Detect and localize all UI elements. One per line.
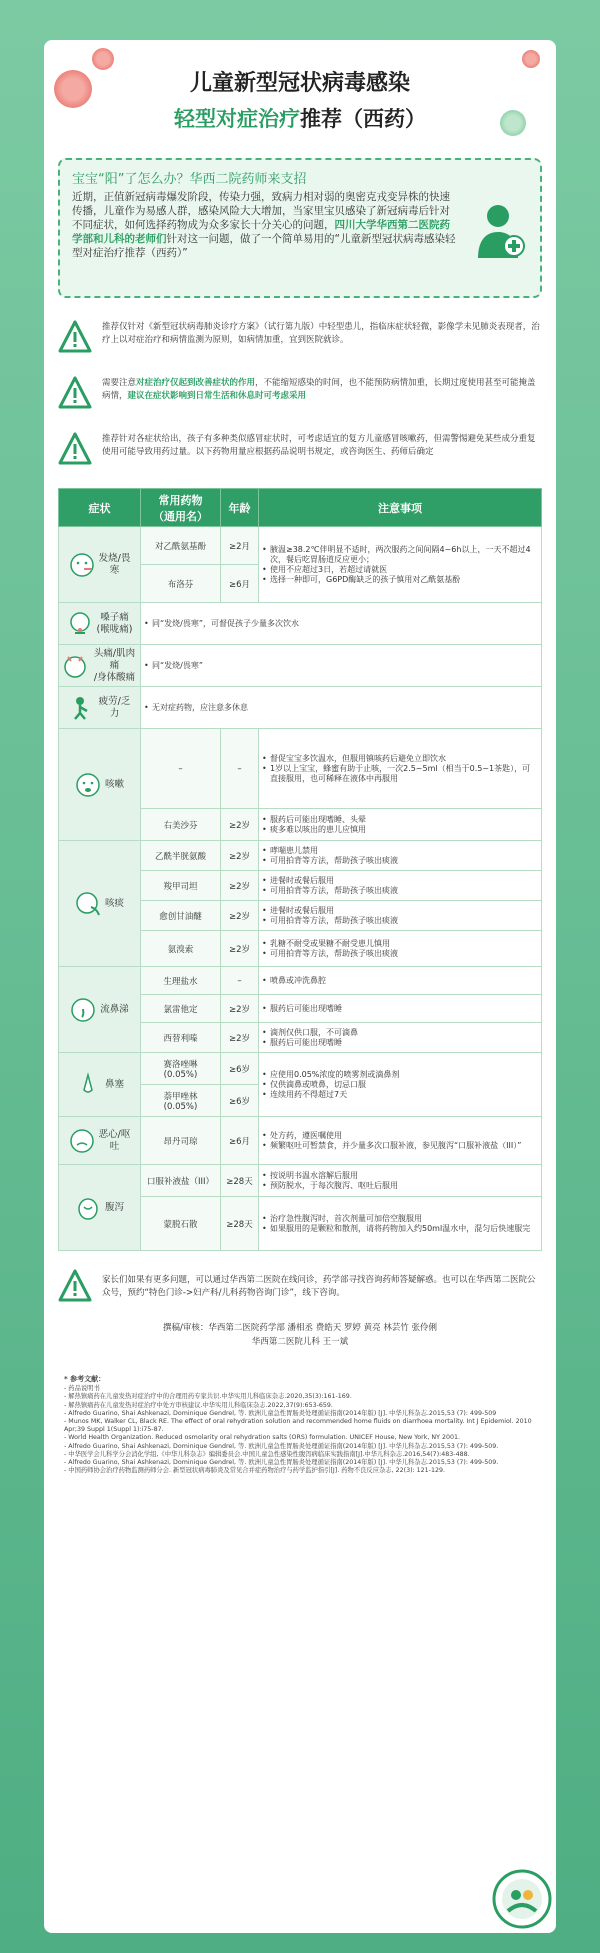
note-item xyxy=(58,320,542,354)
drug-cell: 氨溴索 xyxy=(141,931,221,967)
table-row xyxy=(59,841,542,871)
cough-icon xyxy=(75,772,101,798)
drug-cell: 氯雷他定 xyxy=(141,995,221,1023)
age-cell: ≥28天 xyxy=(221,1165,259,1197)
age-cell: ≥2岁 xyxy=(221,841,259,871)
notes-cell: • 服药后可能出现嗜睡、头晕 • 痰多难以咳出的患儿应慎用 xyxy=(259,809,542,841)
diarrhea-icon xyxy=(75,1195,101,1221)
drug-cell: 愈创甘油醚 xyxy=(141,901,221,931)
age-cell: ≥2岁 xyxy=(221,809,259,841)
notes-cell: • 哮喘患儿禁用 • 可用拍背等方法，帮助孩子咳出痰液 xyxy=(259,841,542,871)
symptom-cell: 咳嗽 xyxy=(59,729,141,841)
throat-icon xyxy=(67,611,93,637)
drug-cell: 西替利嗪 xyxy=(141,1023,221,1053)
table-row xyxy=(59,1165,542,1197)
notes-cell: • 服药后可能出现嗜睡 xyxy=(259,995,542,1023)
warning-icon xyxy=(58,376,92,410)
drug-cell: 对乙酰氨基酚 xyxy=(141,527,221,565)
notes-cell: • 腋温≥38.2℃伴明显不适时，两次服药之间间隔4~6h以上，一天不超过4次，餐后吃胃肠道反应更小； • 使用不应超过3日，若超过请就医 • 选择一种即可，G6PD酶缺乏的孩子慎用对乙酰氨基酚 xyxy=(259,527,542,603)
reference-item: - Alfredo Guarino, Shai Ashkenazi, Dominique Gendrel, 等. 欧洲儿童急性胃肠炎处理循证指南(2014年版) [J]. 中华儿科杂志.2015,53 (7): 499-509. xyxy=(64,1459,499,1467)
age-cell: ≥2岁 xyxy=(221,871,259,901)
reference-item: - 解热镇痛药在儿童发热对症治疗中处方审核建议.中华实用儿科临床杂志.2022,37(9):653-659. xyxy=(64,1401,333,1409)
intro-title: 宝宝“阳”了怎么办？华西二院药师来支招 xyxy=(72,172,307,187)
reference-item: - World Health Organization. Reduced osmolarity oral rehydration salts (ORS) formulation. UNICEF House, New York, NY 2001. xyxy=(64,1434,460,1442)
nausea-icon xyxy=(69,1128,95,1154)
drug-cell: 昂丹司琼 xyxy=(141,1117,221,1165)
note-text: 推荐仅针对《新型冠状病毒肺炎诊疗方案》（试行第九版）中轻型患儿，指临床症状轻微，影像学未见肺炎表现者，治疗上以对症治疗和病情监测为原则，如病情加重，宜到医院就诊。 xyxy=(102,322,540,345)
symptom-cell: 腹泻 xyxy=(59,1165,141,1251)
virus-icon xyxy=(500,110,526,136)
page-title: 儿童新型冠状病毒感染 xyxy=(189,71,410,96)
drug-cell: 布洛芬 xyxy=(141,565,221,603)
notes-cell: • 乳糖不耐受或果糖不耐受患儿慎用 • 可用拍背等方法，帮助孩子咳出痰液 xyxy=(259,931,542,967)
drug-cell: 乙酰半胱氨酸 xyxy=(141,841,221,871)
hospital-badge-icon xyxy=(492,1869,552,1929)
col-drug: 常用药物 （通用名） xyxy=(141,489,221,527)
poster xyxy=(44,40,556,1933)
age-cell: ≥2月 xyxy=(221,527,259,565)
note-text: 推荐针对各症状给出，孩子有多种类似感冒症状时，可考虑适宜的复方儿童感冒咳嗽药，但需警惕避免某些成分重复使用可能导致用药过量。以下药物用量应根据药品说明书规定，或咨询医生、药师后确定 xyxy=(102,434,536,457)
drug-cell: 萘甲唑林 (0.05%) xyxy=(141,1085,221,1117)
runny-nose-icon xyxy=(70,997,96,1023)
age-cell: ≥6岁 xyxy=(221,1053,259,1085)
notes-cell: • 督促宝宝多饮温水，但服用镇咳药后避免立即饮水 • 1岁以上宝宝，蜂蜜有助于止咳，一次2.5~5ml（相当于0.5~1茶匙），可直接服用，也可稀释在液体中再服用 xyxy=(259,729,542,809)
drug-cell: 口服补液盐（III） xyxy=(141,1165,221,1197)
headache-icon xyxy=(62,653,88,679)
symptom-cell: 发烧/畏 寒 xyxy=(59,527,141,603)
age-cell: ≥2岁 xyxy=(221,1023,259,1053)
age-cell: ≥2岁 xyxy=(221,995,259,1023)
note-item xyxy=(58,432,542,466)
notes-cell: • 滴剂仅供口服，不可滴鼻 • 服药后可能出现嗜睡 xyxy=(259,1023,542,1053)
notes-cell: • 按说明书温水溶解后服用 • 预防脱水，于每次腹泻、呕吐后服用 xyxy=(259,1165,542,1197)
warning-icon xyxy=(58,320,92,354)
reference-item: - 解热镇痛药在儿童发热对症治疗中的合理用药专家共识.中华实用儿科临床杂志.2020,35(3):161-169. xyxy=(64,1393,352,1401)
note-text: 需要注意对症治疗仅起到改善症状的作用，不能缩短感染的时间，也不能预防病情加重，长期过度使用甚至可能掩盖病情，建议在症状影响到日常生活和休息时可考虑采用 xyxy=(102,378,536,401)
notes xyxy=(58,320,542,466)
notes-cell: • 喷鼻或冲洗鼻腔 xyxy=(259,967,542,995)
table-row xyxy=(59,1053,542,1085)
symptom-cell: 嗓子痛 (喉咙痛) xyxy=(59,603,141,645)
age-cell: – xyxy=(221,967,259,995)
authors: 撰稿/审核：华西第二医院药学部 潘相丞 费皓天 罗婷 黄亮 林芸竹 张伶俐 华西第二医院儿科 王一斌 xyxy=(162,1323,438,1347)
notes-cell: • 同“发烧/畏寒” xyxy=(141,645,542,687)
table-row xyxy=(59,645,542,687)
drug-cell: – xyxy=(141,729,221,809)
col-notes: 注意事项 xyxy=(259,489,542,527)
notes-cell: • 无对症药物，应注意多休息 xyxy=(141,687,542,729)
medication-table xyxy=(58,488,542,1251)
symptom-cell: 恶心/呕 吐 xyxy=(59,1117,141,1165)
symptom-cell: 疲劳/乏 力 xyxy=(59,687,141,729)
references xyxy=(64,1375,536,1475)
header xyxy=(44,40,556,158)
reference-item: - 中华医学会儿科学分会消化学组,《中华儿科杂志》编辑委员会.中国儿童急性感染性腹泻病临床实践指南[J].中华儿科杂志.2016,54(7):483-488. xyxy=(64,1450,470,1458)
virus-icon xyxy=(522,50,540,68)
reference-item: - 药品说明书 xyxy=(64,1385,100,1393)
age-cell: ≥6月 xyxy=(221,565,259,603)
references-heading: * 参考文献： xyxy=(64,1375,106,1383)
age-cell: ≥6月 xyxy=(221,1117,259,1165)
symptom-cell: 咳痰 xyxy=(59,841,141,967)
table-row xyxy=(59,729,542,809)
notes-cell: • 进餐时或餐后服用 • 可用拍背等方法，帮助孩子咳出痰液 xyxy=(259,871,542,901)
symptom-cell: 鼻塞 xyxy=(59,1053,141,1117)
stuffy-nose-icon xyxy=(75,1072,101,1098)
age-cell: ≥28天 xyxy=(221,1197,259,1251)
contact-note xyxy=(58,1269,542,1303)
reference-item: - Alfredo Guarino, Shai Ashkenazi, Dominique Gendrel, 等. 欧洲儿童急性胃肠炎处理循证指南(2014年版) [J]. 中华儿科杂志.2015,53 (7): 499-509. xyxy=(64,1442,499,1450)
notes-cell: • 同“发烧/畏寒”，可督促孩子少量多次饮水 xyxy=(141,603,542,645)
reference-item: - 中国药师协会治疗药物监测药师分会. 新型冠状病毒肺炎及常见合并症药物治疗与药学监护指引[J]. 药物不良反应杂志, 22(3): 121-129. xyxy=(64,1467,445,1475)
drug-cell: 蒙脱石散 xyxy=(141,1197,221,1251)
drug-cell: 右美沙芬 xyxy=(141,809,221,841)
fever-icon xyxy=(69,552,95,578)
virus-icon xyxy=(92,48,114,70)
doctor-icon xyxy=(476,202,526,260)
warning-icon xyxy=(58,432,92,466)
intro-box xyxy=(58,158,542,298)
reference-item: - Alfredo Guarino, Shai Ashkenazi, Dominique Gendrel, 等. 欧洲儿童急性胃肠炎处理循证指南(2014年版) [J]. 中华儿科杂志.2015,53 (7): 499-509 xyxy=(64,1409,497,1417)
notes-cell: • 治疗急性腹泻时，首次剂量可加倍空腹服用 • 如果服用的是颗粒和散剂，请将药物加入约50ml温水中，混匀后快速服完 xyxy=(259,1197,542,1251)
age-cell: – xyxy=(221,729,259,809)
table-row xyxy=(59,603,542,645)
symptom-cell: 流鼻涕 xyxy=(59,967,141,1053)
symptom-cell: 头痛/肌肉痛 /身体酸痛 xyxy=(59,645,141,687)
col-age: 年龄 xyxy=(221,489,259,527)
phlegm-icon xyxy=(75,891,101,917)
notes-cell: • 应使用0.05%浓度的喷雾剂或滴鼻剂 • 仅供滴鼻或喷鼻，切忌口服 • 连续用药不得超过7天 xyxy=(259,1053,542,1117)
virus-icon xyxy=(54,70,92,108)
age-cell: ≥2岁 xyxy=(221,931,259,967)
reference-item: - Munos MK, Walker CL, Black RE. The effect of oral rehydration solution and recommended home fluids on diarrhoea mortality. Int J Epidemiol. 2010 Apr;39 Suppl 1(Suppl 1):i75-87. xyxy=(64,1418,532,1434)
warning-icon xyxy=(58,1269,92,1303)
note-item xyxy=(58,376,542,410)
intro-text: 近期，正值新冠病毒爆发阶段，传染力强，致病力相对弱的奥密克戎变异株的快速传播，儿童作为易感人群，感染风险大大增加，当家里宝贝感染了新冠病毒后针对不同症状，如何选择药物成为众多家长十分关心的问题，四川大学华西第二医院药学部和儿科的老师们针对这一问题，做了一个简单易用的“儿童新型冠状病毒感染轻型对症治疗推荐（西药）” xyxy=(72,191,456,259)
table-header-row xyxy=(59,489,542,527)
table-row xyxy=(59,527,542,565)
col-symptom: 症状 xyxy=(59,489,141,527)
drug-cell: 羧甲司坦 xyxy=(141,871,221,901)
age-cell: ≥6岁 xyxy=(221,1085,259,1117)
age-cell: ≥2岁 xyxy=(221,901,259,931)
notes-cell: • 处方药，遵医嘱使用 • 频繁呕吐可暂禁食，并少量多次口服补液，参见腹泻“口服补液盐（III）” xyxy=(259,1117,542,1165)
drug-cell: 赛洛唑啉 (0.05%) xyxy=(141,1053,221,1085)
contact-text: 家长们如果有更多问题，可以通过华西第二医院在线问诊，药学部寻找咨询药师答疑解惑。也可以在华西第二医院公众号，预约“特色门诊->妇产科/儿科药物咨询门诊”，线下咨询。 xyxy=(102,1274,536,1298)
table-row xyxy=(59,687,542,729)
table-row xyxy=(59,967,542,995)
fatigue-icon xyxy=(69,695,95,721)
page-subtitle: 轻型对症治疗推荐（西药） xyxy=(174,107,426,131)
notes-cell: • 进餐时或餐后服用 • 可用拍背等方法，帮助孩子咳出痰液 xyxy=(259,901,542,931)
drug-cell: 生理盐水 xyxy=(141,967,221,995)
table-row xyxy=(59,1117,542,1165)
